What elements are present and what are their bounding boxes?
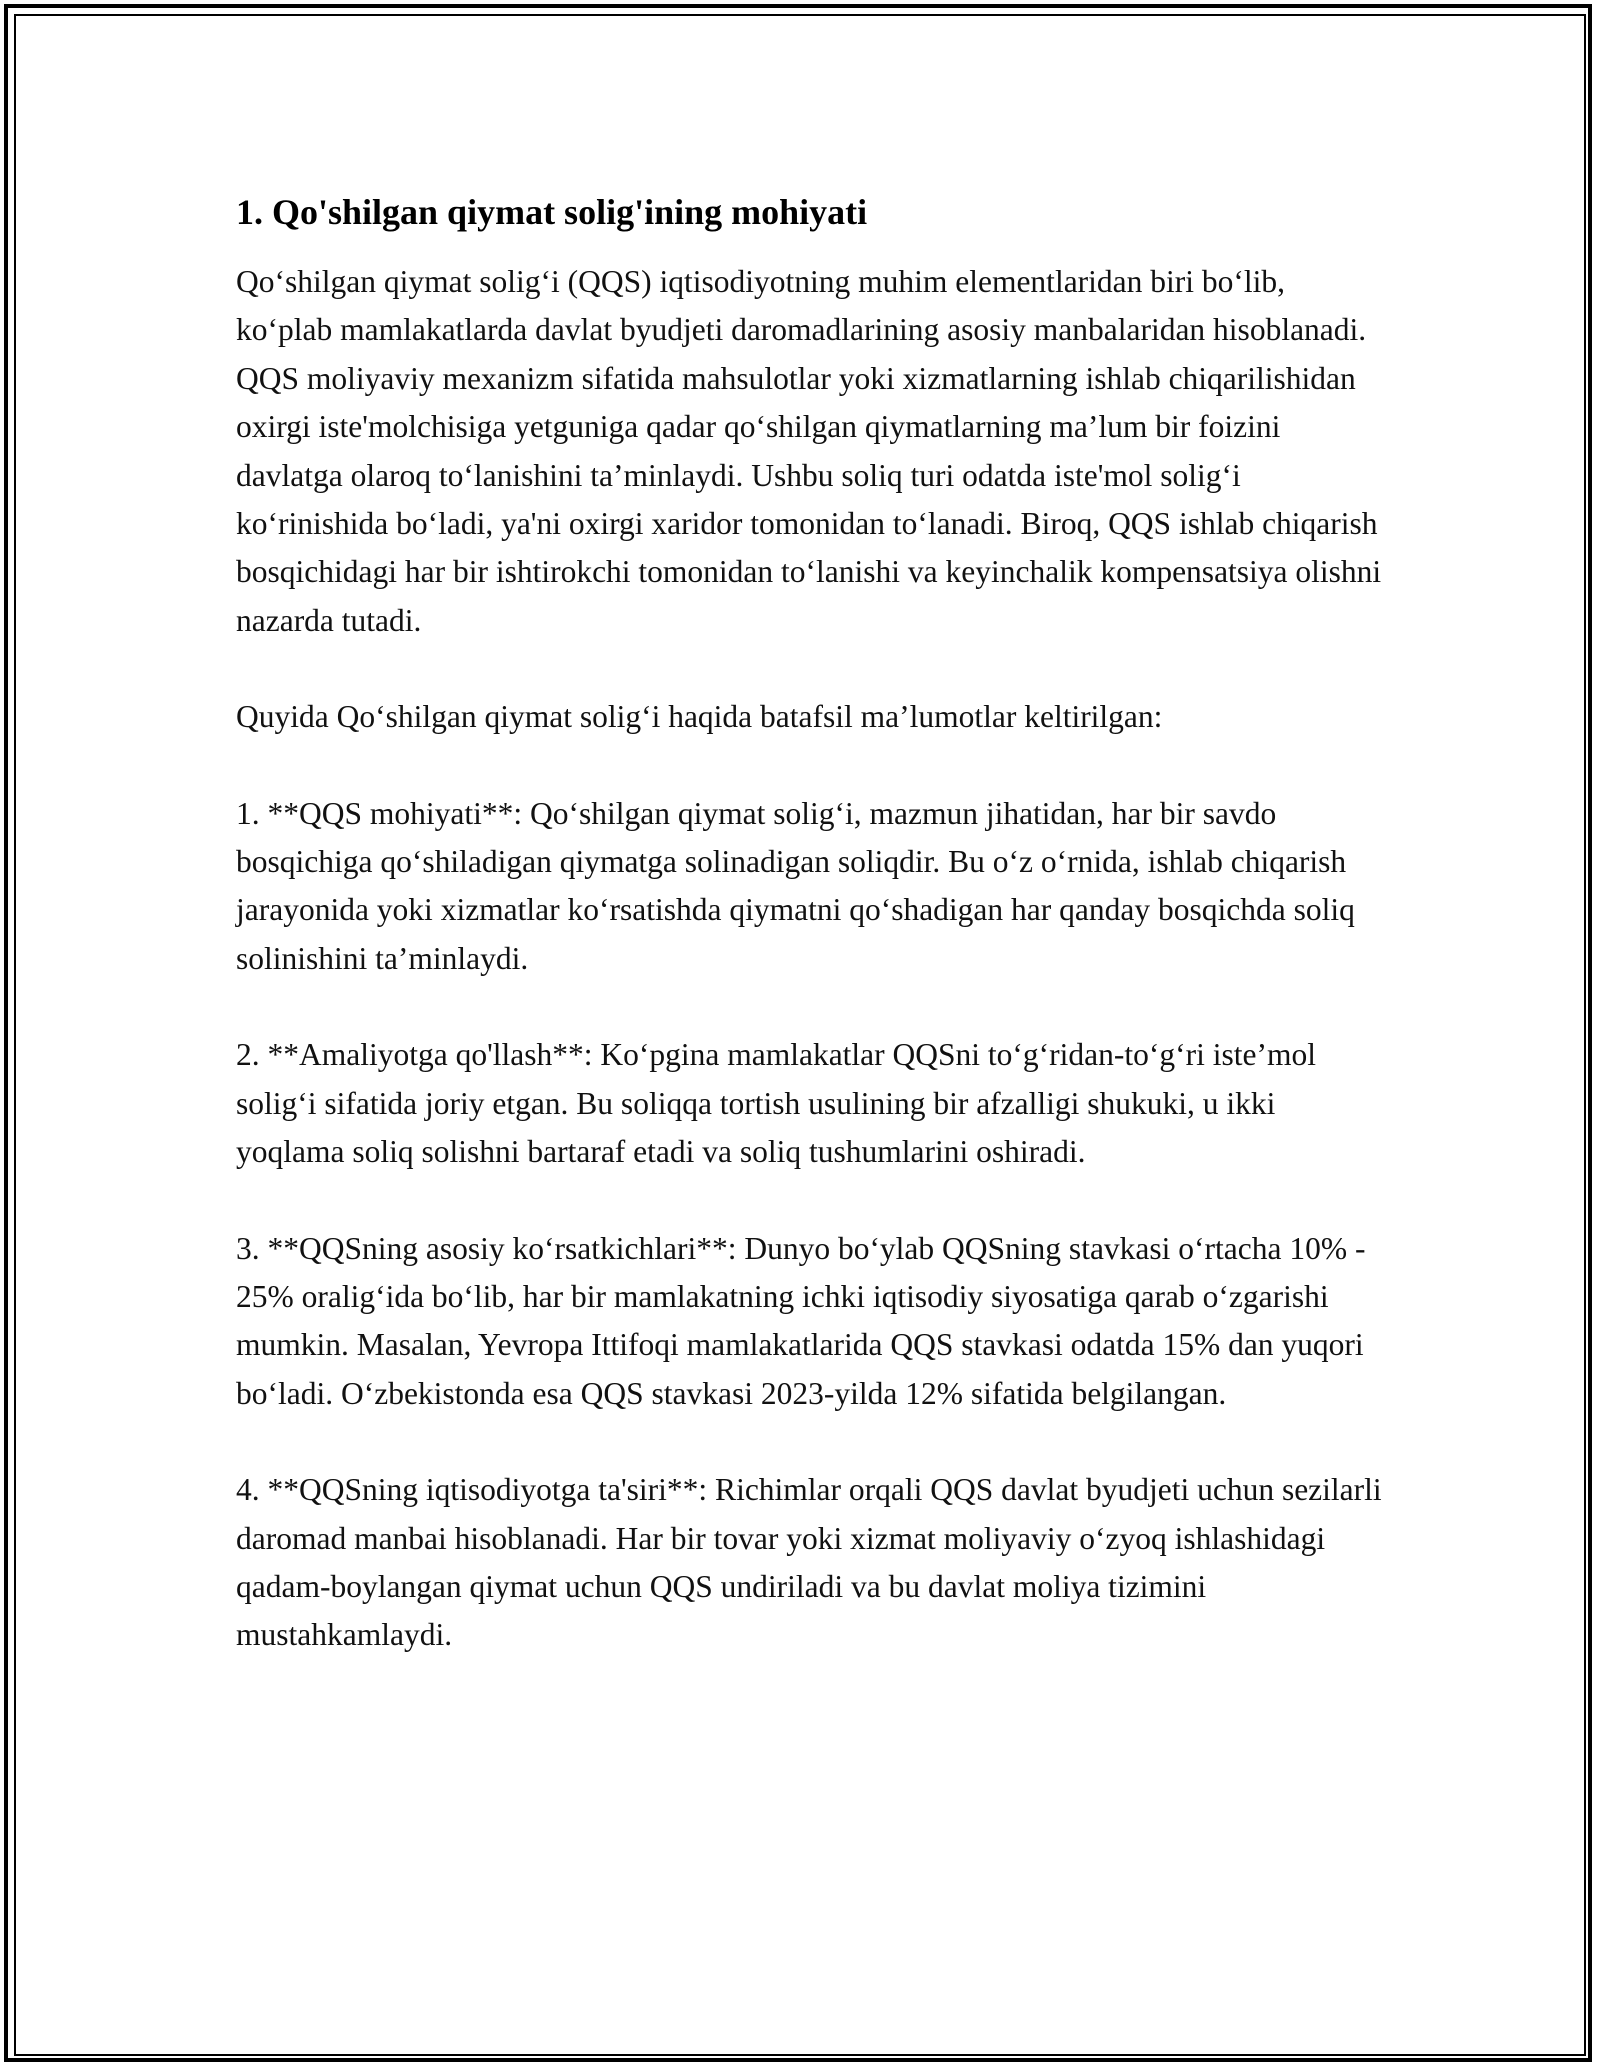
section-heading: 1. Qo'shilgan qiymat solig'ining mohiyati [236,192,868,232]
document-body [236,188,1386,1708]
details-intro-paragraph: Quyida Qo‘shilgan qiymat solig‘i haqida batafsil ma’lumotlar keltirilgan: [236,699,1163,735]
list-item-qqs-essence: 1. **QQS mohiyati**: Qo‘shilgan qiymat solig‘i, mazmun jihatidan, har bir savdo bosqichiga qo‘shiladigan qiymatga solinadigan soliqdir. Bu o‘z o‘rnida, ishlab chiqarish jarayonida yoki xizmatlar ko‘rsatishda qiymatni qo‘shadigan har qanday bosqichda soliq solinishini ta’minlaydi. [236,795,1355,976]
list-item-key-indicators: 3. **QQSning asosiy ko‘rsatkichlari**: Dunyo bo‘ylab QQSning stavkasi o‘rtacha 10% - 25% oralig‘ida bo‘lib, har bir mamlakatning ichki iqtisodiy siyosatiga qarab o‘zgarishi mumkin. Masalan, Yevropa Ittifoqi mamlakatlarida QQS stavkasi odatda 15% dan yuqori bo‘ladi. O‘zbekistonda esa QQS stavkasi 2023-yilda 12% sifatida belgilangan. [236,1230,1366,1411]
list-item-application: 2. **Amaliyotga qo'llash**: Ko‘pgina mamlakatlar QQSni to‘g‘ridan-to‘g‘ri iste’mol solig‘i sifatida joriy etgan. Bu soliqqa tortish usulining bir afzalligi shukuki, u ikki yoqlama soliq solishni bartaraf etadi va soliq tushumlarini oshiradi. [236,1037,1316,1170]
intro-paragraph: Qo‘shilgan qiymat solig‘i (QQS) iqtisodiyotning muhim elementlaridan biri bo‘lib, ko‘plab mamlakatlarda davlat byudjeti daromadlarining asosiy manbalaridan hisoblanadi. QQS moliyaviy mexanizm sifatida mahsulotlar yoki xizmatlarning ishlab chiqarilishidan oxirgi iste'molchisiga yetguniga qadar qo‘shilgan qiymatlarning ma’lum bir foizini davlatga olaroq to‘lanishini ta’minlaydi. Ushbu soliq turi odatda iste'mol solig‘i ko‘rinishida bo‘ladi, ya'ni oxirgi xaridor tomonidan to‘lanadi. Biroq, QQS ishlab chiqarish bosqichidagi har bir ishtirokchi tomonidan to‘lanishi va keyinchalik kompensatsiya olishni nazarda tutadi. [236,264,1382,638]
list-item-economic-impact: 4. **QQSning iqtisodiyotga ta'siri**: Richimlar orqali QQS davlat byudjeti uchun sezilarli daromad manbai hisoblanadi. Har bir tovar yoki xizmat moliyaviy o‘zyoq ishlashidagi qadam-boylangan qiymat uchun QQS undiriladi va bu davlat moliya tizimini mustahkamlaydi. [236,1472,1382,1653]
